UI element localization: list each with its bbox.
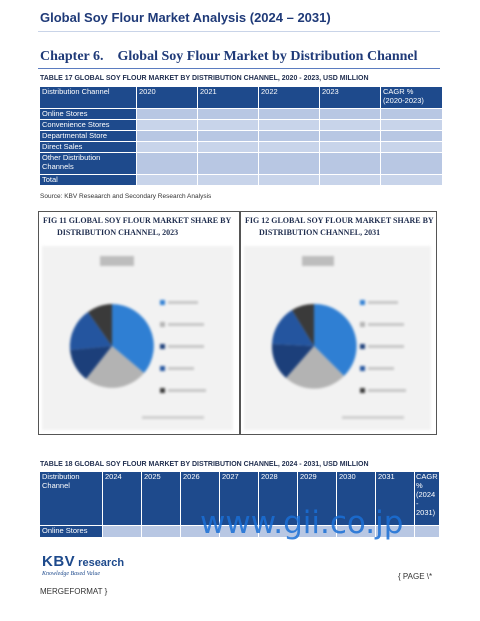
chapter-title: Global Soy Flour Market by Distribution Channel [117,49,418,64]
table-cell [259,175,320,186]
legend-placeholder [360,300,406,393]
row-label: Other Distribution Channels [40,153,137,175]
column-header-cagr [381,87,443,109]
table-cell [381,120,443,131]
table-cell [198,142,259,153]
chart-title-placeholder [302,256,334,266]
table-cell [137,120,198,131]
table-row [40,175,443,186]
table-row [40,142,443,153]
logo-research-text: research [78,557,125,569]
chapter-heading [40,49,418,65]
chart-title-placeholder [100,256,134,266]
page-number-field: { PAGE \* [398,572,433,581]
column-header-year: 2021 [198,87,259,109]
row-label: Convenience Stores [40,120,137,131]
merge-format-field: MERGEFORMAT } [40,587,108,596]
table-cell [198,131,259,142]
figure-11-chart-blurred [42,246,233,430]
table-cell [137,131,198,142]
table-cell [198,153,259,175]
column-header-year: 2029 [298,472,337,526]
table-cell [381,131,443,142]
legend-placeholder [160,300,206,393]
row-label: Total [40,175,137,186]
table-cell [320,175,381,186]
table-cell [381,109,443,120]
table-cell [103,526,142,538]
row-label: Online Stores [40,109,137,120]
table-cell [259,142,320,153]
figure-caption-line: FIG 12 GLOBAL SOY FLOUR MARKET SHARE BY [245,216,434,225]
row-label: Direct Sales [40,142,137,153]
header-line: Distribution [42,472,80,481]
pie-chart-placeholder [42,246,233,430]
table-cell [198,175,259,186]
column-header-year: 2024 [103,472,142,526]
column-header-year: 2025 [142,472,181,526]
title-divider [38,31,440,32]
cagr-period: (2020-2023) [383,96,424,105]
figure-caption-line: FIG 11 GLOBAL SOY FLOUR MARKET SHARE BY [43,216,232,225]
table-cell [381,142,443,153]
source-note: Source: KBV Reseaarch and Secondary Research Analysis [40,193,212,200]
figure-11-caption [43,215,235,239]
table-cell [320,120,381,131]
figure-12-chart-blurred [244,246,431,430]
watermark-text: www.gii.co.jp [200,505,404,541]
table-cell [198,120,259,131]
table-cell [381,153,443,175]
chapter-divider [38,68,440,69]
column-header-year: 2023 [320,87,381,109]
table-cell [259,120,320,131]
logo-kbv-text: KBV [42,553,76,570]
table-cell [415,526,440,538]
column-header-year: 2031 [376,472,415,526]
table-17-caption: TABLE 17 GLOBAL SOY FLOUR MARKET BY DISTRIBUTION CHANNEL, 2020 - 2023, USD MILLION [40,75,369,82]
figure-caption-line: DISTRIBUTION CHANNEL, 2023 [57,228,179,237]
table-cell [142,526,181,538]
column-header-channel: Distribution Channel [40,87,137,109]
header-line: (2024 [416,490,436,499]
column-header-year: 2020 [137,87,198,109]
column-header-year: 2022 [259,87,320,109]
table-cell [137,175,198,186]
table-cell [137,109,198,120]
table-row [40,131,443,142]
cagr-label: CAGR % [383,87,414,96]
figure-11-box [38,211,240,435]
chapter-number: Chapter 6. [40,49,104,64]
pie-chart-placeholder [244,246,431,430]
figure-12-caption [245,215,437,239]
table-cell [137,153,198,175]
row-label: Departmental Store [40,131,137,142]
column-header-year: 2028 [259,472,298,526]
table-row [40,153,443,175]
figure-12-box [240,211,437,435]
table-cell [137,142,198,153]
table-18-caption: TABLE 18 GLOBAL SOY FLOUR MARKET BY DISTRIBUTION CHANNEL, 2024 - 2031, USD MILLION [40,461,369,468]
table-cell [259,109,320,120]
table-17 [39,86,443,186]
header-line: % [416,481,423,490]
table-cell [320,153,381,175]
table-header-row [40,87,443,109]
chart-source-placeholder [142,416,204,419]
logo-tagline: Knowledge Based Value [42,571,100,577]
table-cell [381,175,443,186]
table-cell [320,142,381,153]
header-line: 2031) [416,508,436,517]
figure-caption-line: DISTRIBUTION CHANNEL, 2031 [259,228,381,237]
table-row [40,109,443,120]
chart-source-placeholder [342,416,404,419]
column-header-year: 2030 [337,472,376,526]
row-label: Online Stores [40,526,103,538]
column-header-year: 2027 [220,472,259,526]
table-row [40,120,443,131]
table-cell [198,109,259,120]
table-cell [259,131,320,142]
header-line: CAGR [416,472,438,481]
table-cell [320,131,381,142]
column-header-cagr [415,472,440,526]
table-cell [320,109,381,120]
header-line: Channel [42,481,70,490]
column-header-year: 2026 [181,472,220,526]
kbv-research-logo [42,553,124,577]
column-header-channel [40,472,103,526]
table-cell [259,153,320,175]
document-title: Global Soy Flour Market Analysis (2024 – 2031) [40,10,331,25]
header-line: - [416,499,419,508]
